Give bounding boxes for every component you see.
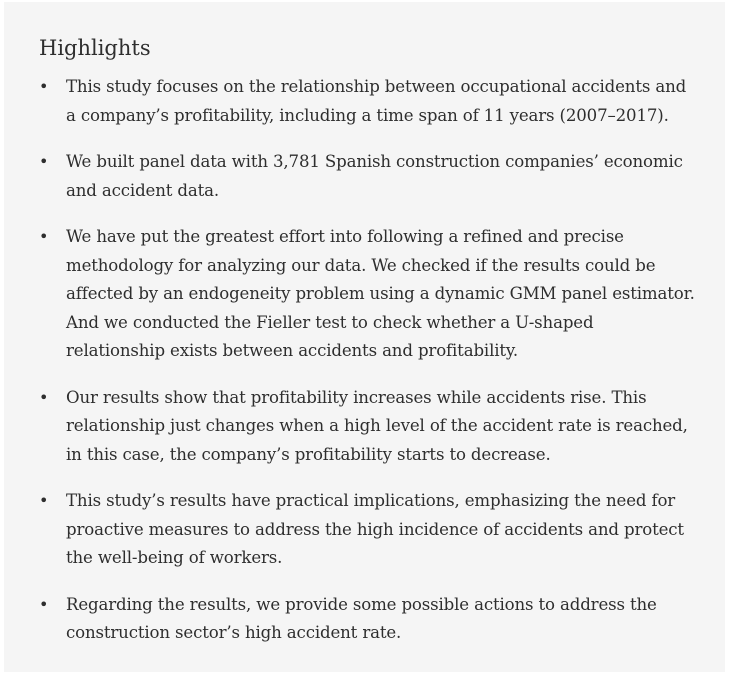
highlights-box: [4, 2, 725, 672]
list-item: [39, 73, 695, 130]
list-item: [39, 591, 695, 648]
list-item-text: We have put the greatest effort into following a refined and precise methodology for analyzing our data. We checked if the results could be affected by an endogeneity problem using a dynamic GMM panel estimator. And we conducted the Fieller test to check whether a U-shaped relationship exists between accidents and profitability.: [66, 227, 695, 360]
list-item: [39, 384, 695, 470]
list-item: [39, 487, 695, 573]
list-item: [39, 223, 695, 366]
list-item: [39, 148, 695, 205]
list-item-text: Regarding the results, we provide some possible actions to address the construction sector’s high accident rate.: [66, 594, 657, 642]
bullet-icon: •: [39, 594, 49, 614]
highlights-title: Highlights: [39, 36, 151, 60]
list-item-text: This study focuses on the relationship between occupational accidents and a company’s profitability, including a time span of 11 years (2007–2017).: [66, 77, 687, 125]
bullet-icon: •: [39, 227, 49, 246]
bullet-icon: •: [39, 77, 49, 96]
list-item-text: We built panel data with 3,781 Spanish construction companies’ economic and accident data.: [66, 152, 683, 200]
list-item-text: This study’s results have practical implications, emphasizing the need for proactive measures to address the high incidence of accidents and protect the well-being of workers.: [66, 491, 684, 567]
bullet-icon: •: [39, 491, 49, 510]
highlights-list: [39, 73, 695, 648]
bullet-icon: •: [39, 152, 49, 171]
list-item-text: Our results show that profitability increases while accidents rise. This relationship just changes when a high level of the accident rate is reached, in this case, the company’s profitability starts to decrease.: [66, 387, 688, 464]
bullet-icon: •: [39, 387, 49, 407]
